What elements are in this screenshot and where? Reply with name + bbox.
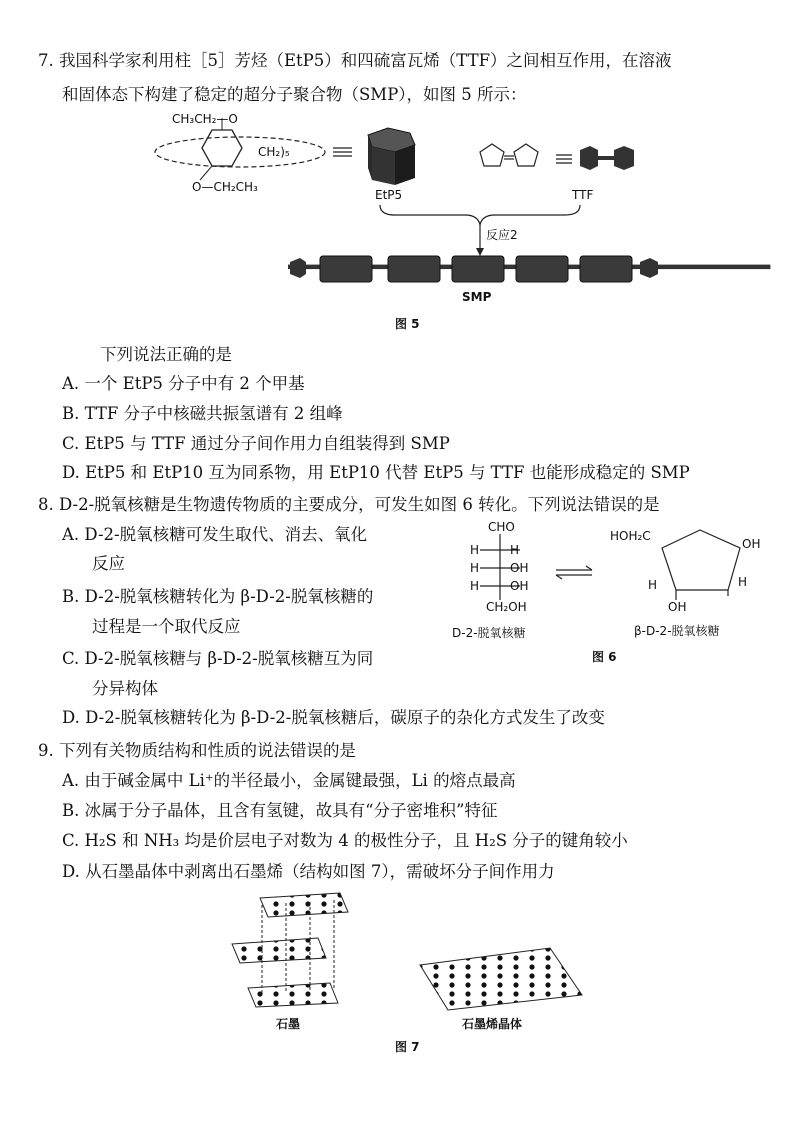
ring-h2: H [738,575,748,589]
fischer-r3b: OH [510,579,529,593]
q9-option-c: C. H₂S 和 NH₃ 均是价层电子对数为 4 的极性分子，且 H₂S 分子的键角较小 [62,831,628,850]
q8-option-c-cont: 分异构体 [92,679,158,698]
struct-sub-label: CH₂)₅ [258,145,290,159]
ring-h1: H [648,578,658,592]
q8-option-c: C. D-2-脱氧核糖与 β-D-2-脱氧核糖互为同 [62,649,374,668]
q9-option-b: B. 冰属于分子晶体，且含有氢键，故具有“分子密堆积”特征 [62,801,498,820]
fischer-bottom: CH₂OH [486,600,527,614]
fischer-r1a: H [470,543,480,557]
reaction-label: 反应2 [486,228,518,242]
graphite-name: 石墨 [276,1017,301,1031]
q7-option-b: B. TTF 分子中核磁共振氢谱有 2 组峰 [62,404,343,423]
struct-top-label: CH₃CH₂—O [172,112,238,126]
q9-stem: 9. 下列有关物质结构和性质的说法错误的是 [38,741,356,760]
q7-line1: 7. 我国科学家利用柱［5］芳烃（EtP5）和四硫富瓦烯（TTF）之间相互作用，在溶液 [38,51,672,70]
ttf-label: TTF [572,188,594,202]
q8-stem: 8. D-2-脱氧核糖是生物遗传物质的主要成分，可发生如图 6 转化。下列说法错误的是 [38,495,660,514]
fischer-r2b: OH [510,561,529,575]
graphene-name: 石墨烯晶体 [462,1017,523,1031]
q9-option-d: D. 从石墨晶体中剥离出石墨烯（结构如图 7），需破坏分子间作用力 [62,862,555,881]
q8-option-a-cont: 反应 [92,554,125,573]
graphite-icon [232,893,348,1007]
fischer-top: CHO [488,520,515,534]
q7-option-c: C. EtP5 与 TTF 通过分子间作用力自组装得到 SMP [62,434,450,453]
q8-option-a: A. D-2-脱氧核糖可发生取代、消去、氧化 [62,525,368,544]
figure-7-caption: 图 7 [395,1040,420,1054]
ring-oh-right: OH [742,537,761,551]
fischer-r1b: H [510,543,520,557]
ring-oh-bottom: OH [668,600,687,614]
smp-label: SMP [462,290,492,304]
ring-hoh2c: HOH₂C [610,529,651,543]
figure-5-caption: 图 5 [395,317,420,331]
q7-option-d: D. EtP5 和 EtP10 互为同系物，用 EtP10 代替 EtP5 与 TTF 也能形成稳定的 SMP [62,463,690,482]
figure-6-caption: 图 6 [592,650,617,664]
q7-option-a: A. 一个 EtP5 分子中有 2 个甲基 [62,374,305,393]
struct-bottom-label: O—CH₂CH₃ [192,180,258,194]
beta-deoxyribose-name: β-D-2-脱氧核糖 [634,624,720,638]
q8-option-d: D. D-2-脱氧核糖转化为 β-D-2-脱氧核糖后，碳原子的杂化方式发生了改变 [62,708,605,727]
fischer-r3a: H [470,579,480,593]
fischer-r2a: H [470,561,480,575]
graphene-icon [420,948,582,1010]
q9-option-a: A. 由于碱金属中 Li⁺的半径最小，金属键最强，Li 的熔点最高 [62,771,516,790]
q7-line2: 和固体态下构建了稳定的超分子聚合物（SMP），如图 5 所示： [62,85,527,104]
etp5-label: EtP5 [375,188,403,202]
q7-stem: 下列说法正确的是 [100,345,232,364]
q8-option-b: B. D-2-脱氧核糖转化为 β-D-2-脱氧核糖的 [62,587,374,606]
deoxyribose-name: D-2-脱氧核糖 [452,626,526,640]
q8-option-b-cont: 过程是一个取代反应 [92,617,241,636]
